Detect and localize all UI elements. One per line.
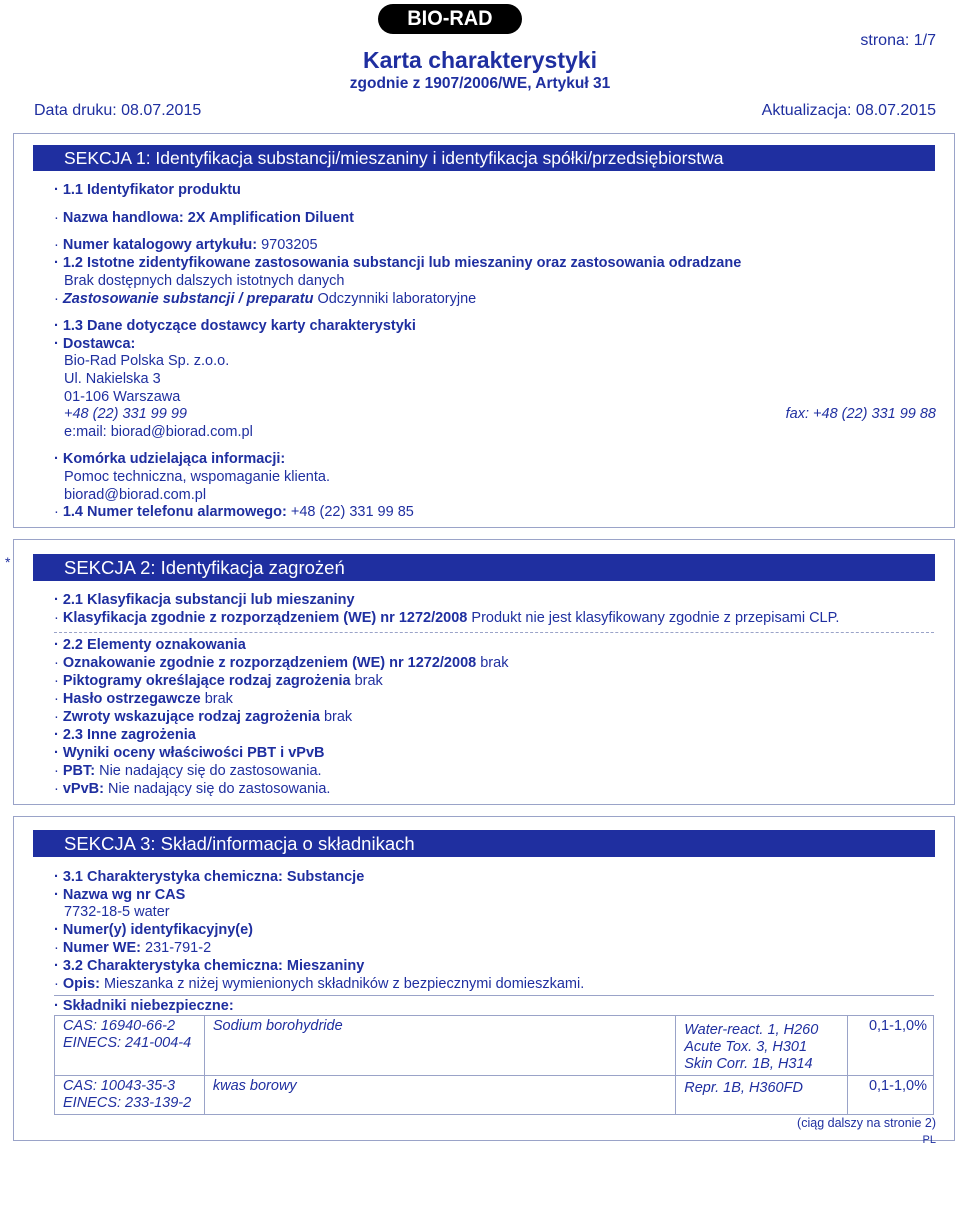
component-name: kwas borowy: [204, 1076, 675, 1115]
s1-trade-name: · Nazwa handlowa: 2X Amplification Diluent: [54, 210, 354, 226]
s2-vpvb: · vPvB: Nie nadający się do zastosowania.: [54, 781, 331, 797]
components-table: [54, 1015, 934, 1115]
section-3-title: SEKCJA 3: Skład/informacja o składnikach: [33, 830, 935, 857]
component-percent: 0,1-1,0%: [848, 1016, 934, 1076]
supplier-street: Ul. Nakielska 3: [64, 371, 161, 387]
s1-info-label: · Komórka udzielająca informacji:: [54, 451, 286, 467]
component-ids: CAS: 16940-66-2 EINECS: 241-004-4: [55, 1016, 205, 1076]
s1-uses: · 1.2 Istotne zidentyfikowane zastosowania substancji lub mieszaniny oraz zastosowania odradzane: [54, 255, 742, 271]
component-name: Sodium borohydride: [204, 1016, 675, 1076]
language-code: PL: [922, 1134, 936, 1146]
s1-no-data: Brak dostępnych dalszych istotnych danych: [64, 273, 345, 289]
s3-identifiers: · Numer(y) identyfikacyjny(e): [54, 922, 254, 938]
logo-text: BIO-RAD: [407, 7, 493, 30]
continued-note: (ciąg dalszy na stronie 2): [797, 1116, 936, 1130]
component-hazards: Repr. 1B, H360FD: [676, 1076, 848, 1115]
revision-marker: *: [5, 554, 11, 570]
supplier-phone: +48 (22) 331 99 99: [64, 406, 187, 422]
supplier-fax: fax: +48 (22) 331 99 88: [785, 406, 936, 422]
s1-emergency-phone: · 1.4 Numer telefonu alarmowego: +48 (22) 331 99 85: [54, 504, 414, 520]
s3-description: · Opis: Mieszanka z niżej wymienionych składników z bezpiecznymi domieszkami.: [54, 976, 585, 992]
s3-mixtures: · 3.2 Charakterystyka chemiczna: Mieszaniny: [54, 958, 365, 974]
supplier-name: Bio-Rad Polska Sp. z.o.o.: [64, 353, 230, 369]
component-ids: CAS: 10043-35-3 EINECS: 233-139-2: [55, 1076, 205, 1115]
s2-classification-heading: · 2.1 Klasyfikacja substancji lub mieszaniny: [54, 592, 355, 608]
s1-catalog-number: · Numer katalogowy artykułu: 9703205: [54, 237, 318, 253]
s1-supplier-heading: · 1.3 Dane dotyczące dostawcy karty charakterystyki: [54, 318, 416, 334]
s1-supplier-label: · Dostawca:: [54, 336, 136, 352]
component-hazards: Water-react. 1, H260 Acute Tox. 3, H301 Skin Corr. 1B, H314: [676, 1016, 848, 1076]
s2-pbt-assessment: · Wyniki oceny właściwości PBT i vPvB: [54, 745, 325, 761]
document-subtitle: zgodnie z 1907/2006/WE, Artykuł 31: [349, 75, 611, 92]
s3-substances: · 3.1 Charakterystyka chemiczna: Substancje: [54, 869, 365, 885]
page-number: strona: 1/7: [860, 32, 936, 49]
table-row: [55, 1016, 934, 1076]
s1-application: · Zastosowanie substancji / preparatu Odczynniki laboratoryjne: [54, 291, 477, 307]
info-support: Pomoc techniczna, wspomaganie klienta.: [64, 469, 330, 485]
supplier-city: 01-106 Warszawa: [64, 389, 181, 405]
s1-product-identifier: · 1.1 Identyfikator produktu: [54, 182, 241, 198]
table-row: [55, 1076, 934, 1115]
component-percent: 0,1-1,0%: [848, 1076, 934, 1115]
s3-cas-name: · Nazwa wg nr CAS: [54, 887, 186, 903]
s2-signal-word: · Hasło ostrzegawcze brak: [54, 691, 233, 707]
section-2-title: SEKCJA 2: Identyfikacja zagrożeń: [33, 554, 935, 581]
bio-rad-logo: [378, 4, 522, 34]
s2-labelling: · Oznakowanie zgodnie z rozporządzeniem (WE) nr 1272/2008 brak: [54, 655, 509, 671]
info-email[interactable]: biorad@biorad.com.pl: [64, 487, 207, 503]
print-date: Data druku: 08.07.2015: [34, 102, 202, 119]
s2-label-elements: · 2.2 Elementy oznakowania: [54, 637, 246, 653]
section-1-title: SEKCJA 1: Identyfikacja substancji/mieszaniny i identyfikacja spółki/przedsiębiorstwa: [33, 145, 935, 171]
divider: [54, 995, 934, 996]
s3-hazardous-components: · Składniki niebezpieczne:: [54, 998, 234, 1014]
s2-other-hazards: · 2.3 Inne zagrożenia: [54, 727, 196, 743]
s2-pbt: · PBT: Nie nadający się do zastosowania.: [54, 763, 322, 779]
supplier-email[interactable]: e:mail: biorad@biorad.com.pl: [64, 424, 253, 440]
update-date: Aktualizacja: 08.07.2015: [761, 102, 936, 119]
document-title: Karta charakterystyki: [363, 47, 597, 73]
s3-ec-number: · Numer WE: 231-791-2: [54, 940, 212, 956]
s3-cas-value: 7732-18-5 water: [64, 904, 170, 920]
s2-hazard-statements: · Zwroty wskazujące rodzaj zagrożenia brak: [54, 709, 353, 725]
s2-pictograms: · Piktogramy określające rodzaj zagrożenia brak: [54, 673, 383, 689]
s2-clp-classification: · Klasyfikacja zgodnie z rozporządzeniem (WE) nr 1272/2008 Produkt nie jest klasyfikowany zgodnie z przepisami CLP.: [54, 610, 840, 626]
divider: [54, 632, 934, 633]
